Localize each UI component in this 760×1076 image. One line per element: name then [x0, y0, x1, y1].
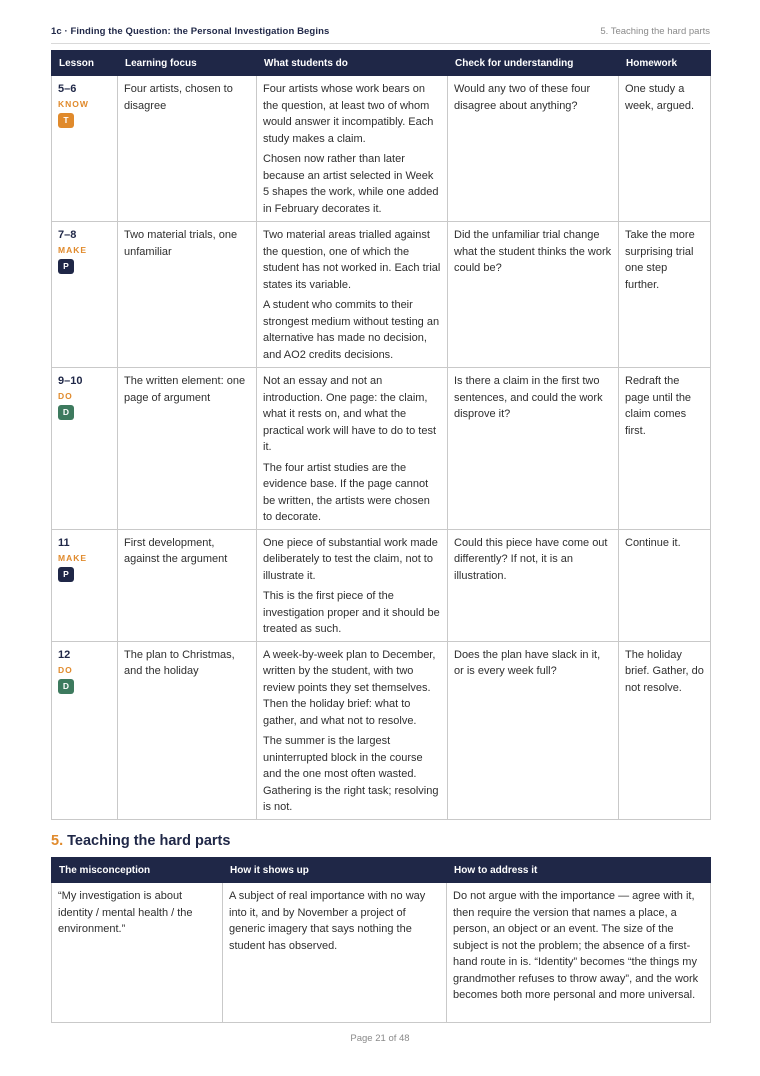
- lessons-table-header-row: [52, 51, 711, 76]
- activity-text: A week-by-week plan to December, written by the student, with two review points they set themselves. Then the holiday brief: what to gather, and what not to resolve.: [263, 648, 436, 727]
- section-heading: [51, 833, 230, 849]
- activity-text: Two material areas trialled against the question, one of which the student has not worked in. Each trial states its variable.: [263, 229, 441, 291]
- lesson-number: 11: [58, 536, 70, 549]
- activity-rationale: A student who commits to their strongest medium without testing an alternative has made no decision, and AO2 credits decisions.: [263, 299, 440, 361]
- lesson-cell: [52, 529, 118, 641]
- homework-cell: Take the more surprising trial one step further.: [619, 222, 711, 368]
- phase-label: MAKE: [58, 245, 88, 255]
- check-cell: Is there a claim in the first two sentences, and could the work disprove it?: [448, 368, 619, 530]
- what-students-do-cell: [257, 529, 448, 641]
- table-row: [52, 368, 711, 530]
- lesson-number: 5–6: [58, 83, 77, 95]
- lesson-number: 9–10: [58, 375, 83, 387]
- col-header-misconception: The misconception: [52, 858, 223, 883]
- activity-rationale: Chosen now rather than later because an artist selected in Week 5 shapes the work, while one added in February decorates it.: [263, 153, 439, 215]
- table-row: [52, 641, 711, 819]
- col-header-lesson: Lesson: [52, 51, 118, 76]
- phase-label: KNOW: [58, 99, 89, 109]
- col-header-what-students-do: What students do: [257, 51, 448, 76]
- phase-badge: T: [58, 113, 74, 128]
- phase-badge: P: [58, 567, 74, 582]
- learning-focus-cell: Four artists, chosen to disagree: [118, 76, 257, 222]
- phase-label: DO: [58, 391, 73, 401]
- misconceptions-table: [51, 857, 711, 1023]
- table-row: [52, 883, 711, 1023]
- lessons-table: [51, 50, 711, 820]
- page-number: Page 21 of 48: [350, 1033, 410, 1044]
- learning-focus-cell: Two material trials, one unfamiliar: [118, 222, 257, 368]
- what-students-do-cell: [257, 641, 448, 819]
- learning-focus-cell: The plan to Christmas, and the holiday: [118, 641, 257, 819]
- what-students-do-cell: [257, 368, 448, 530]
- col-header-homework: Homework: [619, 51, 711, 76]
- check-cell: Does the plan have slack in it, or is every week full?: [448, 641, 619, 819]
- lesson-cell: [52, 222, 118, 368]
- learning-focus-cell: First development, against the argument: [118, 529, 257, 641]
- phase-label: DO: [58, 664, 73, 675]
- section-title: Teaching the hard parts: [67, 833, 231, 849]
- homework-cell: The holiday brief. Gather, do not resolve.: [619, 641, 711, 819]
- check-cell: Could this piece have come out differently? If not, it is an illustration.: [448, 529, 619, 641]
- lesson-cell: [52, 368, 118, 530]
- table-row: [52, 222, 711, 368]
- phase-badge: D: [58, 679, 74, 694]
- check-cell: Would any two of these four disagree about anything?: [448, 76, 619, 222]
- table-row: [52, 76, 711, 222]
- learning-focus-cell: The written element: one page of argument: [118, 368, 257, 530]
- homework-cell: One study a week, argued.: [619, 76, 711, 222]
- chapter-title: 1c · Finding the Question: the Personal Investigation Begins: [51, 26, 330, 37]
- phase-badge: P: [58, 259, 74, 274]
- homework-cell: Continue it.: [619, 529, 711, 641]
- activity-rationale: The summer is the largest uninterrupted block in the course and the one most often wasted. Gathering is the right task; resolving is not.: [263, 735, 439, 813]
- section-running-title: 5. Teaching the hard parts: [600, 26, 710, 37]
- activity-text: One piece of substantial work made deliberately to test the claim, not to illustrate it.: [263, 536, 438, 582]
- misconception-cell: “My investigation is about identity / mental health / the environment.”: [52, 883, 223, 1023]
- activity-text: Not an essay and not an introduction. One page: the claim, what it rests on, and what the practical work will have to do to test it.: [263, 375, 437, 453]
- activity-text: Four artists whose work bears on the question, at least two of whom would answer it incompatibly. Each study makes a claim.: [263, 83, 434, 145]
- shows-up-cell: A subject of real importance with no way into it, and by November a project of generic imagery that says nothing the student has observed.: [223, 883, 447, 1023]
- homework-cell: Redraft the page until the claim comes first.: [619, 368, 711, 530]
- running-header: [51, 26, 710, 44]
- misconceptions-header-row: [52, 858, 711, 883]
- what-students-do-cell: [257, 76, 448, 222]
- section-number: 5.: [51, 833, 64, 849]
- lesson-cell: [52, 641, 118, 819]
- phase-label: MAKE: [58, 552, 88, 563]
- col-header-how-it-shows-up: How it shows up: [223, 858, 447, 883]
- what-students-do-cell: [257, 222, 448, 368]
- address-cell: Do not argue with the importance — agree with it, then require the version that names a place, a person, an object or an event. The size of the subject is not the problem; the absence of a first-hand route in is. “Identity” becomes “the things my grandmother refuses to throw away”, and the work becomes both more personal and more universal.: [447, 883, 711, 1023]
- lesson-cell: [52, 76, 118, 222]
- col-header-learning-focus: Learning focus: [118, 51, 257, 76]
- col-header-check-for-understanding: Check for understanding: [448, 51, 619, 76]
- activity-rationale: The four artist studies are the evidence base. If the page cannot be written, the artists were chosen to decorate.: [263, 461, 430, 523]
- table-row: [52, 529, 711, 641]
- activity-rationale: This is the first piece of the investigation proper and it should be treated as such.: [263, 590, 440, 635]
- col-header-how-to-address-it: How to address it: [447, 858, 711, 883]
- phase-badge: D: [58, 405, 74, 420]
- lesson-number: 12: [58, 648, 71, 661]
- lesson-number: 7–8: [58, 229, 77, 241]
- check-cell: Did the unfamiliar trial change what the student thinks the work could be?: [448, 222, 619, 368]
